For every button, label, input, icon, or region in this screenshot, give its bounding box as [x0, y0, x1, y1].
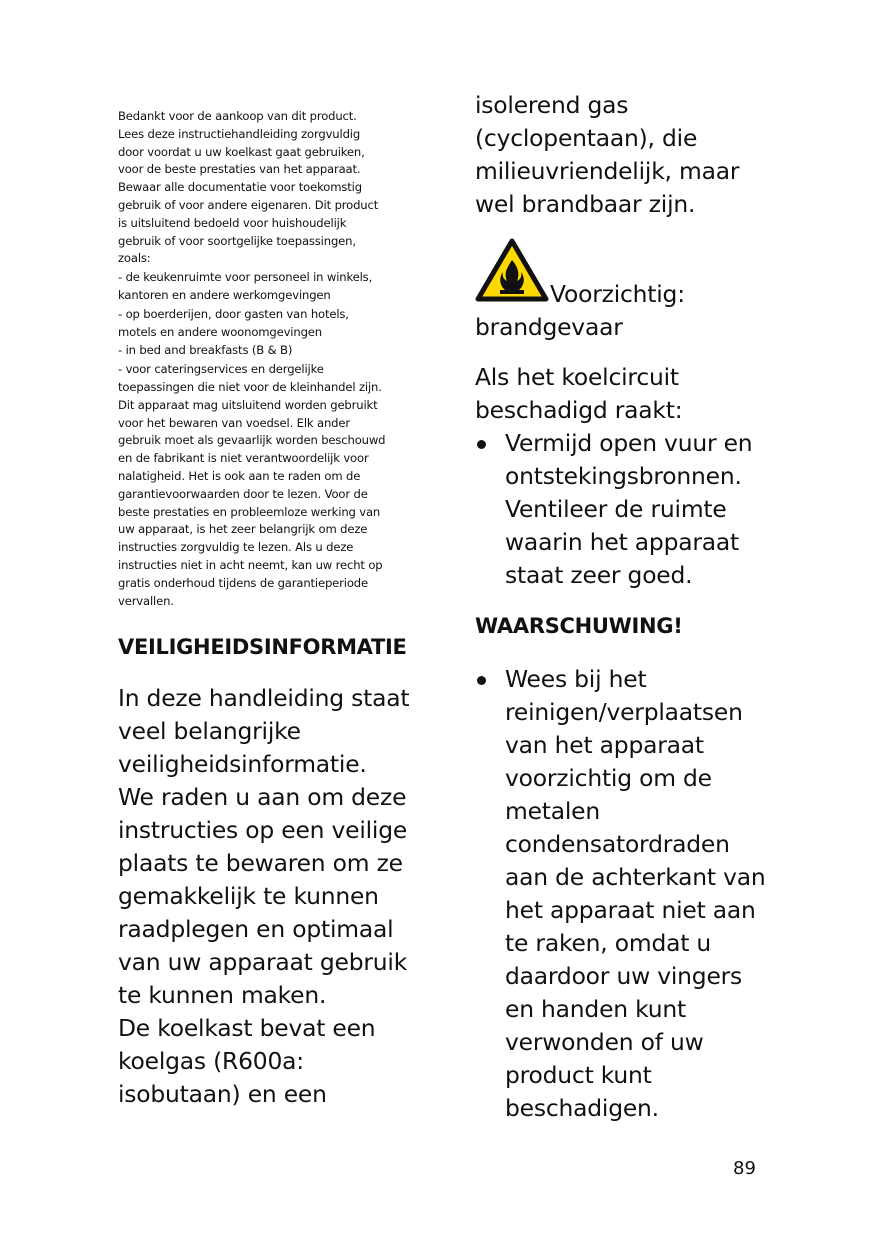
gas-text: isolerend gas (cyclopentaan), die milieuvriendelijk, maar wel brandbaar zijn. [475, 91, 740, 218]
flammable-warning-icon [475, 238, 549, 302]
use-item: - de keukenruimte voor personeel in winkels, kantoren en andere werkomgevingen [118, 270, 373, 302]
bullet-item: Wees bij het reinigen/verplaatsen van het apparaat voorzichtig om de metalen condensatordraden aan de achterkant van het apparaat niet aan te raken, omdat u daardoor uw vingers en handen kunt verwonden of uw product kunt beschadigen. [475, 663, 805, 1125]
bullet-list [475, 427, 805, 592]
caution-text: brandgevaar [475, 313, 623, 341]
caution-label: Voorzichtig: [550, 280, 685, 308]
use-item: - in bed and breakfasts (B & B) [118, 343, 293, 358]
circuit-text: Als het koelcircuit beschadigd raakt: [475, 363, 683, 424]
use-item: - op boerderijen, door gasten van hotels, motels en andere woonomgevingen [118, 306, 349, 339]
safety-heading: VEILIGHEIDSINFORMATIE [118, 635, 407, 659]
safety-text: In deze handleiding staat veel belangrijke veiligheidsinformatie. We raden u aan om deze instructies op een veilige plaats te bewaren om ze gemakkelijk te kunnen raadplegen en optimaal van uw apparaat gebruik te kunnen maken. De koelkast bevat een koelgas (R600a: isobutaan) en een [118, 684, 410, 1108]
intro-paragraph: Bedankt voor de aankoop van dit product. Lees deze instructiehandleiding zorgvuldig door voordat u uw koelkast gaat gebruiken, voor de beste prestaties van het apparaat. Bewaar alle documentatie voor toekomstig gebruik of voor andere eigenaren. Dit product is uitsluitend bedoeld voor huishoudelijk gebruik of voor soortgelijke toepassingen, zoals: [118, 109, 379, 266]
page-number: 89 [733, 1158, 756, 1179]
closing-paragraph: Dit apparaat mag uitsluitend worden gebruikt voor het bewaren van voedsel. Elk ander gebruik moet als gevaarlijk worden beschouwd en de fabrikant is niet verantwoordelijk voor nalatigheid. Het is ook aan te raden om de garantievoorwaarden door te lezen. Voor de beste prestaties en probleemloze werking van uw apparaat, is het zeer belangrijk om deze instructies zorgvuldig te lezen. Als u deze instructies niet in acht neemt, kan uw recht op gratis onderhoud tijdens de garantieperiode vervallen. [118, 397, 386, 608]
intro-text [118, 108, 403, 610]
bullet-item: Vermijd open vuur en ontstekingsbronnen. Ventileer de ruimte waarin het apparaat staat zeer goed. [475, 427, 805, 592]
use-item: - voor cateringservices en dergelijke toepassingen die niet voor de kleinhandel zijn. [118, 362, 382, 394]
bullet-list [475, 663, 805, 1125]
warning-heading: WAARSCHUWING! [475, 614, 683, 638]
